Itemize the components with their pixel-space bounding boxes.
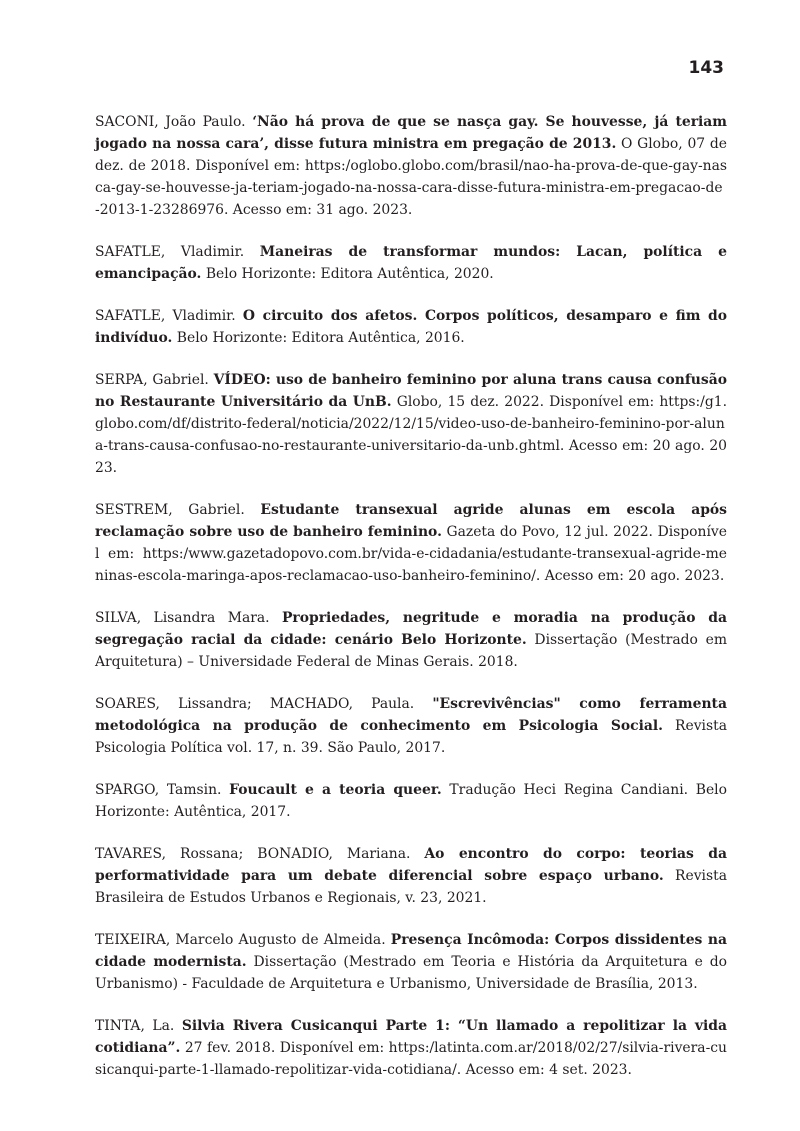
reference-entry	[95, 843, 727, 909]
reference-author: SERPA, Gabriel.	[95, 372, 214, 388]
reference-entry	[95, 111, 727, 221]
reference-author: SAFATLE, Vladimir.	[95, 308, 243, 324]
reference-title: "Escrevivências" como ferramenta metodológica na produção de conhecimento em Psicologia Social.	[95, 696, 727, 734]
reference-details: O Globo, 07 de dez. de 2018. Disponível em: https:/oglobo.globo.com/brasil/nao-ha-prova-de-que-gay-nasca-gay-se-houvesse-ja-teriam-jogado-na-nossa-cara-disse-futura-ministra-em-pregacao-de-2013-1-23286976. Acesso em: 31 ago. 2023.	[95, 136, 727, 218]
reference-details: Belo Horizonte: Editora Autêntica, 2016.	[172, 330, 465, 346]
reference-title: ‘Não há prova de que se nasça gay. Se houvesse, já teriam jogado na nossa cara’, disse futura ministra em pregação de 2013.	[95, 114, 727, 152]
reference-details: Globo, 15 dez. 2022. Disponível em: https:/g1.globo.com/df/distrito-federal/noticia/2022/12/15/video-uso-de-banheiro-feminino-por-aluna-trans-causa-confusao-no-restaurante-universitario-da-unb.ghtml. Acesso em: 20 ago. 2023.	[95, 394, 727, 476]
reference-author: SAFATLE, Vladimir.	[95, 244, 260, 260]
reference-entry	[95, 369, 727, 479]
page-number: 143	[688, 58, 724, 78]
reference-author: SESTREM, Gabriel.	[95, 502, 261, 518]
reference-author: TAVARES, Rossana; BONADIO, Mariana.	[95, 846, 425, 862]
reference-details: Gazeta do Povo, 12 jul. 2022. Disponível em: https:/www.gazetadopovo.com.br/vida-e-cidadania/estudante-transexual-agride-meninas-escola-maringa-apos-reclamacao-uso-banheiro-feminino/. Acesso em: 20 ago. 2023.	[95, 524, 727, 584]
reference-list	[95, 111, 727, 1101]
reference-title: Foucault e a teoria queer.	[229, 782, 442, 798]
reference-title: Silvia Rivera Cusicanqui Parte 1: “Un llamado a repolitizar la vida cotidiana”.	[95, 1018, 727, 1056]
reference-details: Dissertação (Mestrado em Arquitetura) – Universidade Federal de Minas Gerais. 2018.	[95, 632, 727, 670]
reference-details: Dissertação (Mestrado em Teoria e História da Arquitetura e do Urbanismo) - Faculdade de Arquitetura e Urbanismo, Universidade de Brasília, 2013.	[95, 954, 727, 992]
reference-entry	[95, 607, 727, 673]
reference-author: TINTA, La.	[95, 1018, 182, 1034]
reference-title: O circuito dos afetos. Corpos políticos, desamparo e fim do indivíduo.	[95, 308, 727, 346]
reference-entry	[95, 779, 727, 823]
reference-entry	[95, 305, 727, 349]
reference-details: Revista Psicologia Política vol. 17, n. 39. São Paulo, 2017.	[95, 718, 727, 756]
reference-entry	[95, 1015, 727, 1081]
reference-entry	[95, 241, 727, 285]
reference-author: SOARES, Lissandra; MACHADO, Paula.	[95, 696, 433, 712]
reference-title: Presença Incômoda: Corpos dissidentes na cidade modernista.	[95, 932, 727, 970]
reference-details: Belo Horizonte: Editora Autêntica, 2020.	[201, 266, 494, 282]
reference-author: SPARGO, Tamsin.	[95, 782, 230, 798]
reference-entry	[95, 693, 727, 759]
reference-details: 27 fev. 2018. Disponível em: https:/latinta.com.ar/2018/02/27/silvia-rivera-cusicanqui-parte-1-llamado-repolitizar-vida-cotidiana/. Acesso em: 4 set. 2023.	[95, 1040, 727, 1078]
reference-entry	[95, 499, 727, 587]
reference-author: SILVA, Lisandra Mara.	[95, 610, 282, 626]
reference-title: Propriedades, negritude e moradia na produção da segregação racial da cidade: cenário Belo Horizonte.	[95, 610, 727, 648]
reference-title: Estudante transexual agride alunas em escola após reclamação sobre uso de banheiro feminino.	[95, 502, 727, 540]
reference-author: TEIXEIRA, Marcelo Augusto de Almeida.	[95, 932, 391, 948]
reference-title: VÍDEO: uso de banheiro feminino por aluna trans causa confusão no Restaurante Universitário da UnB.	[95, 372, 727, 410]
reference-details: Revista Brasileira de Estudos Urbanos e Regionais, v. 23, 2021.	[95, 868, 727, 906]
reference-details: Tradução Heci Regina Candiani. Belo Horizonte: Autêntica, 2017.	[95, 782, 727, 820]
reference-title: Ao encontro do corpo: teorias da performatividade para um debate diferencial sobre espaço urbano.	[95, 846, 727, 884]
reference-entry	[95, 929, 727, 995]
reference-title: Maneiras de transformar mundos: Lacan, política e emancipação.	[95, 244, 727, 282]
reference-author: SACONI, João Paulo.	[95, 114, 253, 130]
